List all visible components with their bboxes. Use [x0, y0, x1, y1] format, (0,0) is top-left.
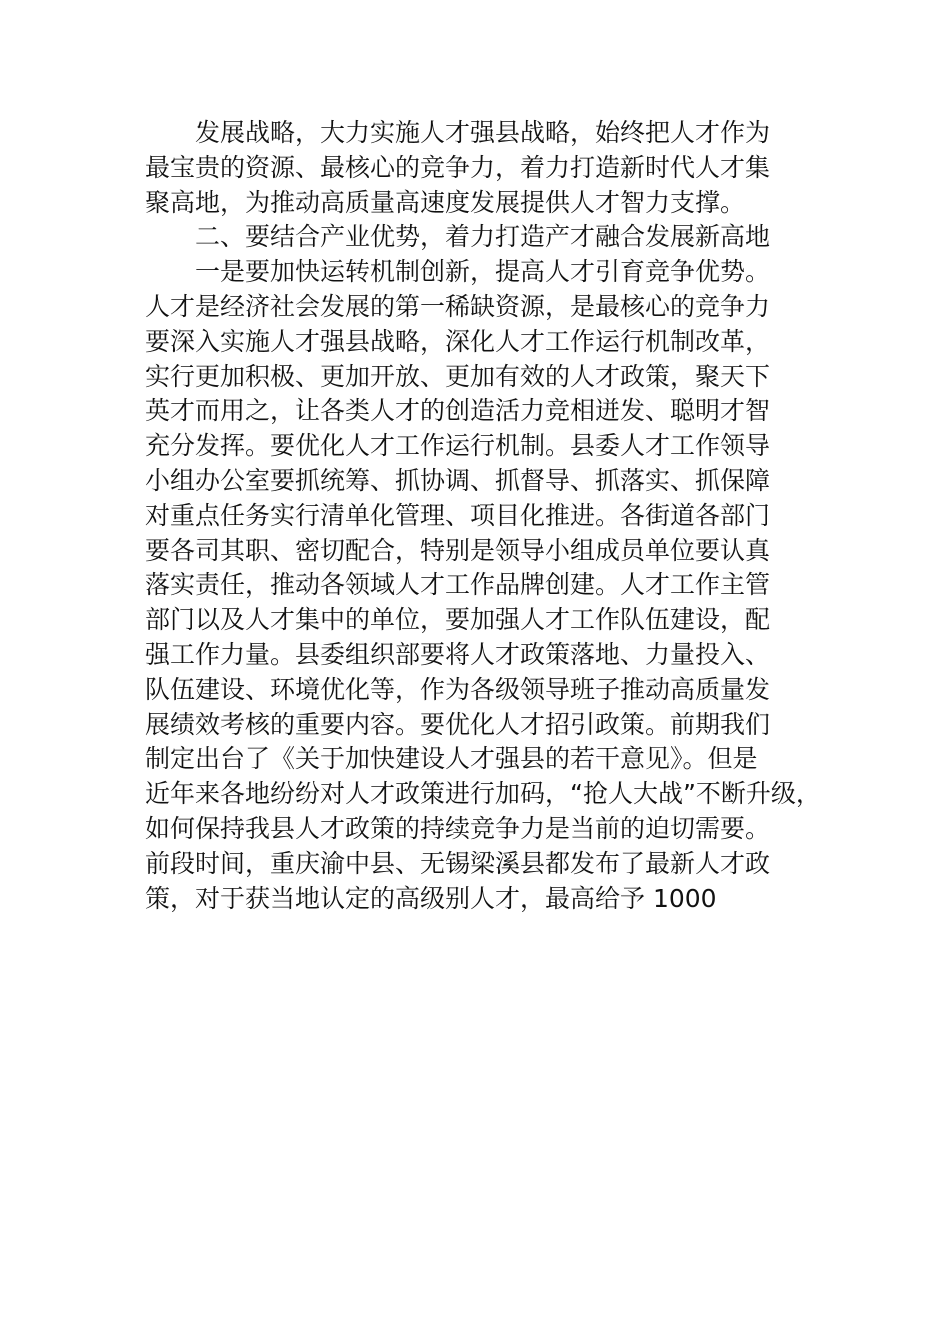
- text-line: 队伍建设、环境优化等，作为各级领导班子推动高质量发: [145, 674, 771, 704]
- text-line: 前段时间，重庆渝中县、无锡梁溪县都发布了最新人才政: [145, 848, 771, 878]
- text-line: 一是要加快运转机制创新，提高人才引育竞争优势。: [195, 257, 771, 287]
- text-line: 对重点任务实行清单化管理、项目化推进。各街道各部门: [145, 500, 771, 530]
- text-line: 要深入实施人才强县战略，深化人才工作运行机制改革，: [145, 326, 771, 356]
- text-line: 部门以及人才集中的单位，要加强人才工作队伍建设，配: [145, 605, 771, 635]
- text-line: 充分发挥。要优化人才工作运行机制。县委人才工作领导: [145, 431, 771, 461]
- text-line: 落实责任，推动各领域人才工作品牌创建。人才工作主管: [145, 570, 771, 600]
- text-line: 如何保持我县人才政策的持续竞争力是当前的迫切需要。: [145, 813, 771, 843]
- text-line: 聚高地，为推动高质量高速度发展提供人才智力支撑。: [145, 187, 746, 217]
- section-heading: 二、要结合产业优势，着力打造产才融合发展新高地: [195, 222, 771, 252]
- text-line: 最宝贵的资源、最核心的竞争力，着力打造新时代人才集: [145, 152, 771, 182]
- text-line: 强工作力量。县委组织部要将人才政策落地、力量投入、: [145, 639, 771, 669]
- text-line: 展绩效考核的重要内容。要优化人才招引政策。前期我们: [145, 709, 771, 739]
- text-line: 近年来各地纷纷对人才政策进行加码，“抢人大战”不断升级，: [145, 779, 821, 809]
- text-line: 策，对于获当地认定的高级别人才，最高给予 1000: [145, 883, 717, 913]
- text-line: 人才是经济社会发展的第一稀缺资源，是最核心的竞争力: [145, 291, 771, 321]
- text-line: 发展战略，大力实施人才强县战略，始终把人才作为: [195, 118, 771, 147]
- text-line: 英才而用之，让各类人才的创造活力竞相迸发、聪明才智: [145, 396, 771, 426]
- body-text: [145, 116, 845, 916]
- text-line: 要各司其职、密切配合，特别是领导小组成员单位要认真: [145, 535, 771, 565]
- text-line: 实行更加积极、更加开放、更加有效的人才政策，聚天下: [145, 361, 771, 391]
- text-line: 制定出台了《关于加快建设人才强县的若干意见》。但是: [145, 744, 758, 774]
- text-line: 小组办公室要抓统筹、抓协调、抓督导、抓落实、抓保障: [145, 465, 771, 495]
